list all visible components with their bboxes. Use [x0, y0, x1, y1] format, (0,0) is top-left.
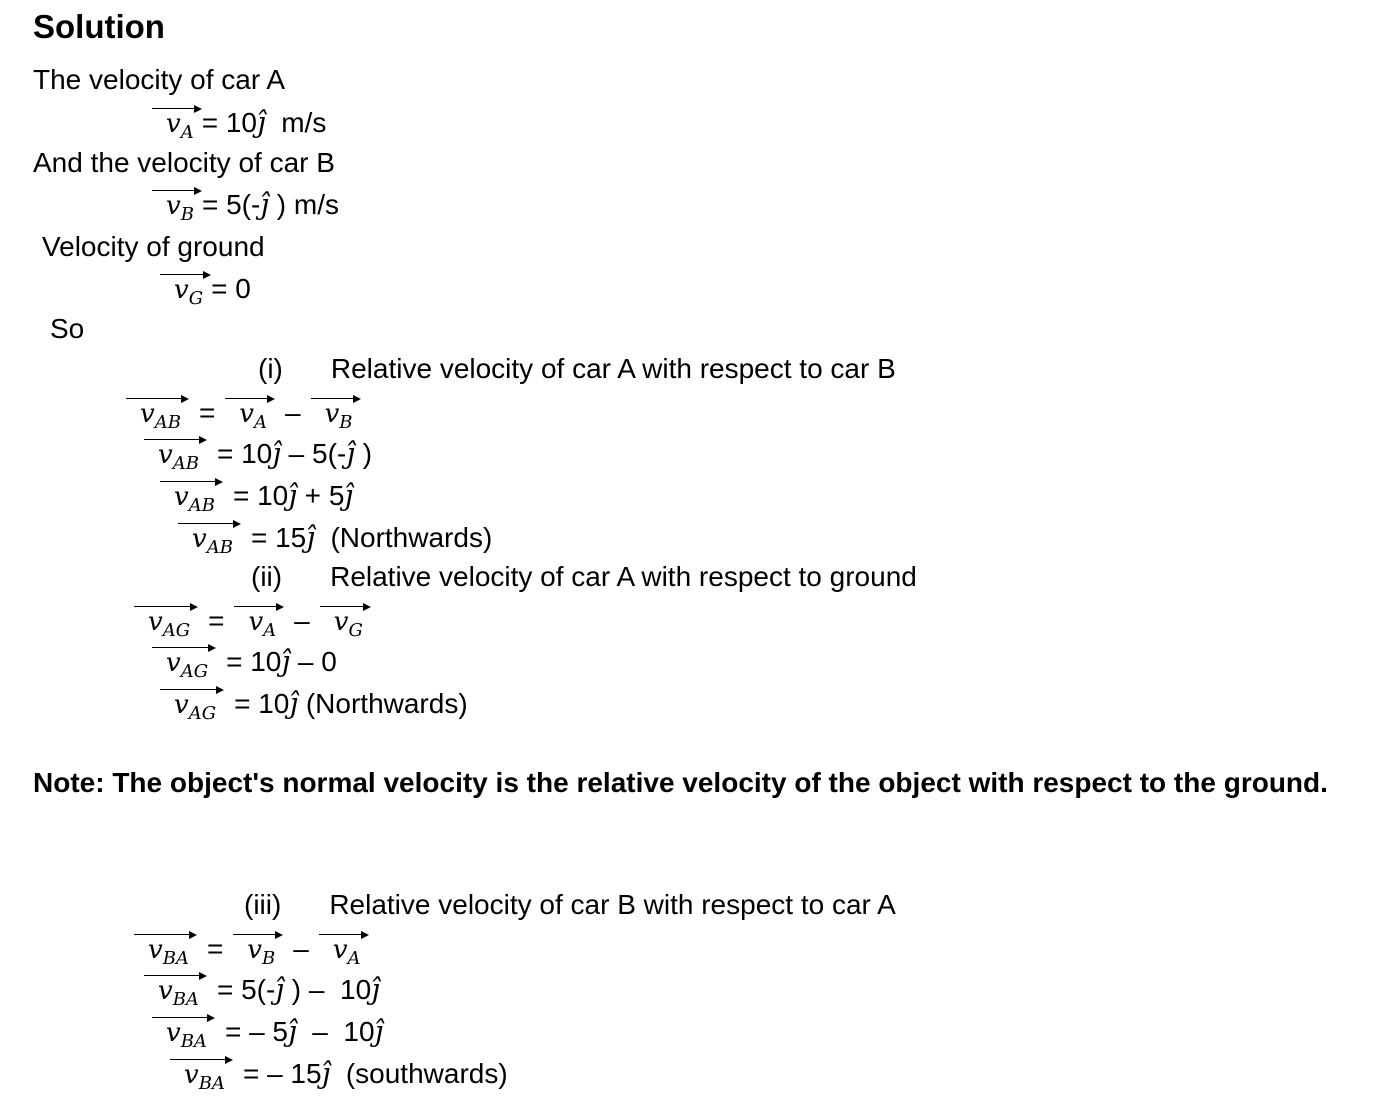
part-iii-definition: $v_{BA}$ = $v_B$ – $v_A$: [134, 932, 369, 974]
vector-v-ag: $v_{AG}$: [134, 607, 198, 646]
part-number: (ii): [251, 561, 283, 592]
part-iii-step-2: $v_{BA}$ = – 5ĵ – 10ĵ: [152, 1015, 383, 1057]
part-iii-heading: [244, 888, 896, 922]
part-ii-definition: $v_{AG}$ = $v_A$ – $v_G$: [134, 604, 371, 646]
car-b-velocity-eq: $v_B$ = 5(-ĵ ) m/s: [152, 188, 339, 230]
vector-v-a: $v_A$: [152, 109, 202, 148]
vector-v-b: $v_B$: [233, 935, 283, 974]
vector-v-b: $v_B$: [152, 191, 202, 230]
part-i-result: $v_{AB}$ = 15ĵ (Northwards): [178, 521, 492, 563]
part-i-step-1: $v_{AB}$ = 10ĵ – 5(-ĵ ): [144, 437, 372, 479]
part-iii-result: $v_{BA}$ = – 15ĵ (southwards): [170, 1057, 508, 1099]
vector-v-b: $v_B$: [311, 399, 361, 438]
solution-heading: Solution: [33, 8, 165, 45]
vector-arrow-icon: [160, 271, 211, 279]
vector-v-g: $v_G$: [320, 607, 371, 646]
vector-arrow-icon: [152, 105, 202, 113]
car-a-velocity-eq: $v_A$ = 10ĵ m/s: [152, 106, 326, 148]
part-i-step-2: $v_{AB}$ = 10ĵ + 5ĵ: [160, 479, 353, 521]
vector-arrow-icon: [152, 187, 202, 195]
vector-v-ab: $v_{AB}$: [126, 399, 189, 438]
ground-label: Velocity of ground: [42, 231, 265, 262]
part-ii-heading: [251, 560, 917, 594]
vector-v-a: $v_A$: [234, 607, 284, 646]
vector-v-g: $v_G$: [160, 275, 211, 314]
part-i-heading: [258, 352, 896, 386]
part-i-definition: $v_{AB}$ = $v_A$ – $v_B$: [126, 396, 361, 438]
vector-v-a: $v_A$: [225, 399, 275, 438]
part-ii-step-1: $v_{AG}$ = 10ĵ – 0: [152, 645, 337, 687]
part-ii-result: $v_{AG}$ = 10ĵ (Northwards): [160, 687, 468, 729]
vector-v-a: $v_A$: [319, 935, 369, 974]
part-title: Relative velocity of car B with respect to car A: [329, 889, 896, 920]
part-number: (i): [258, 353, 283, 384]
car-a-label: The velocity of car A: [33, 64, 286, 95]
so-label: So: [50, 313, 85, 344]
part-iii-step-1: $v_{BA}$ = 5(-ĵ ) – 10ĵ: [144, 973, 380, 1015]
part-title: Relative velocity of car A with respect to car B: [330, 353, 896, 384]
car-b-label: And the velocity of car B: [33, 147, 335, 178]
vector-v-ba: $v_{BA}$: [134, 935, 197, 974]
note-paragraph: Note: The object's normal velocity is the relative velocity of the object with respect to the ground.: [33, 767, 1328, 798]
part-number: (iii): [244, 889, 282, 920]
part-title: Relative velocity of car A with respect to ground: [330, 561, 917, 592]
ground-velocity-eq: $v_G = 0$: [160, 272, 251, 314]
